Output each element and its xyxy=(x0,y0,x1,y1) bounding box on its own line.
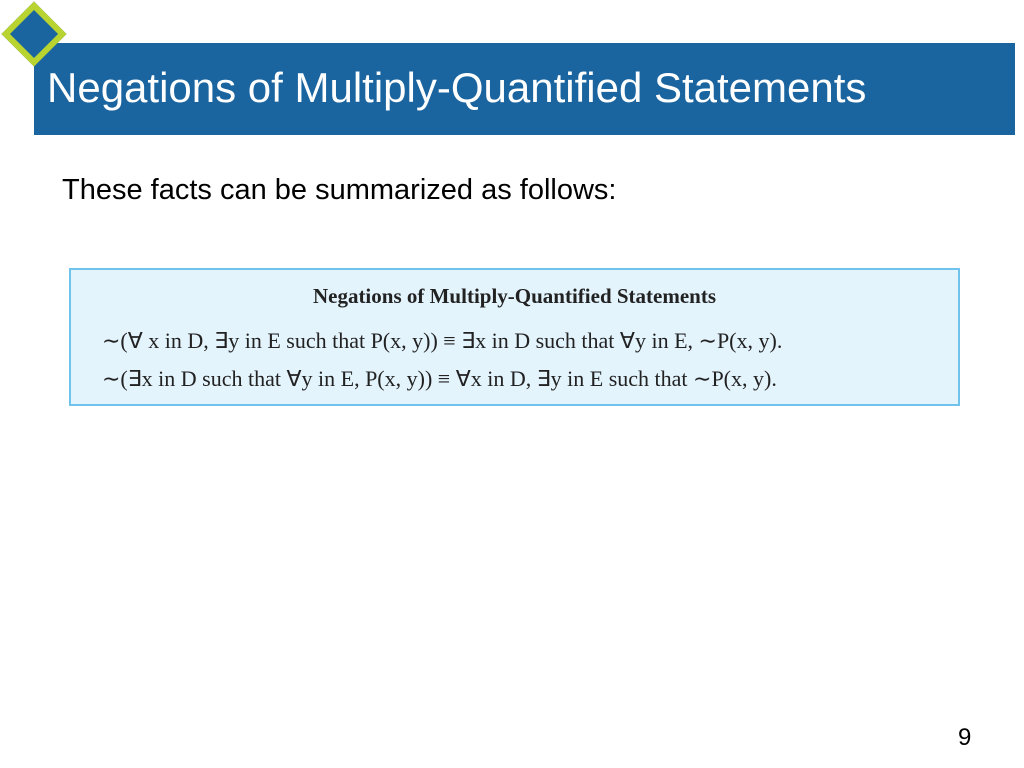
summary-box-heading: Negations of Multiply-Quantified Statements xyxy=(312,284,717,308)
negation-statement-1: ∼(∀ x in D, ∃y in E such that P(x, y)) ≡ ∃x in D such that ∀y in E, ∼P(x, y). xyxy=(102,328,783,353)
slide-title: Negations of Multiply-Quantified Statements xyxy=(47,64,867,111)
title-bar xyxy=(34,43,1015,135)
page-number: 9 xyxy=(958,724,972,751)
negation-statement-2: ∼(∃x in D such that ∀y in E, P(x, y)) ≡ ∀x in D, ∃y in E such that ∼P(x, y). xyxy=(102,366,777,391)
summary-box xyxy=(69,268,960,406)
intro-text: These facts can be summarized as follows: xyxy=(62,174,617,206)
